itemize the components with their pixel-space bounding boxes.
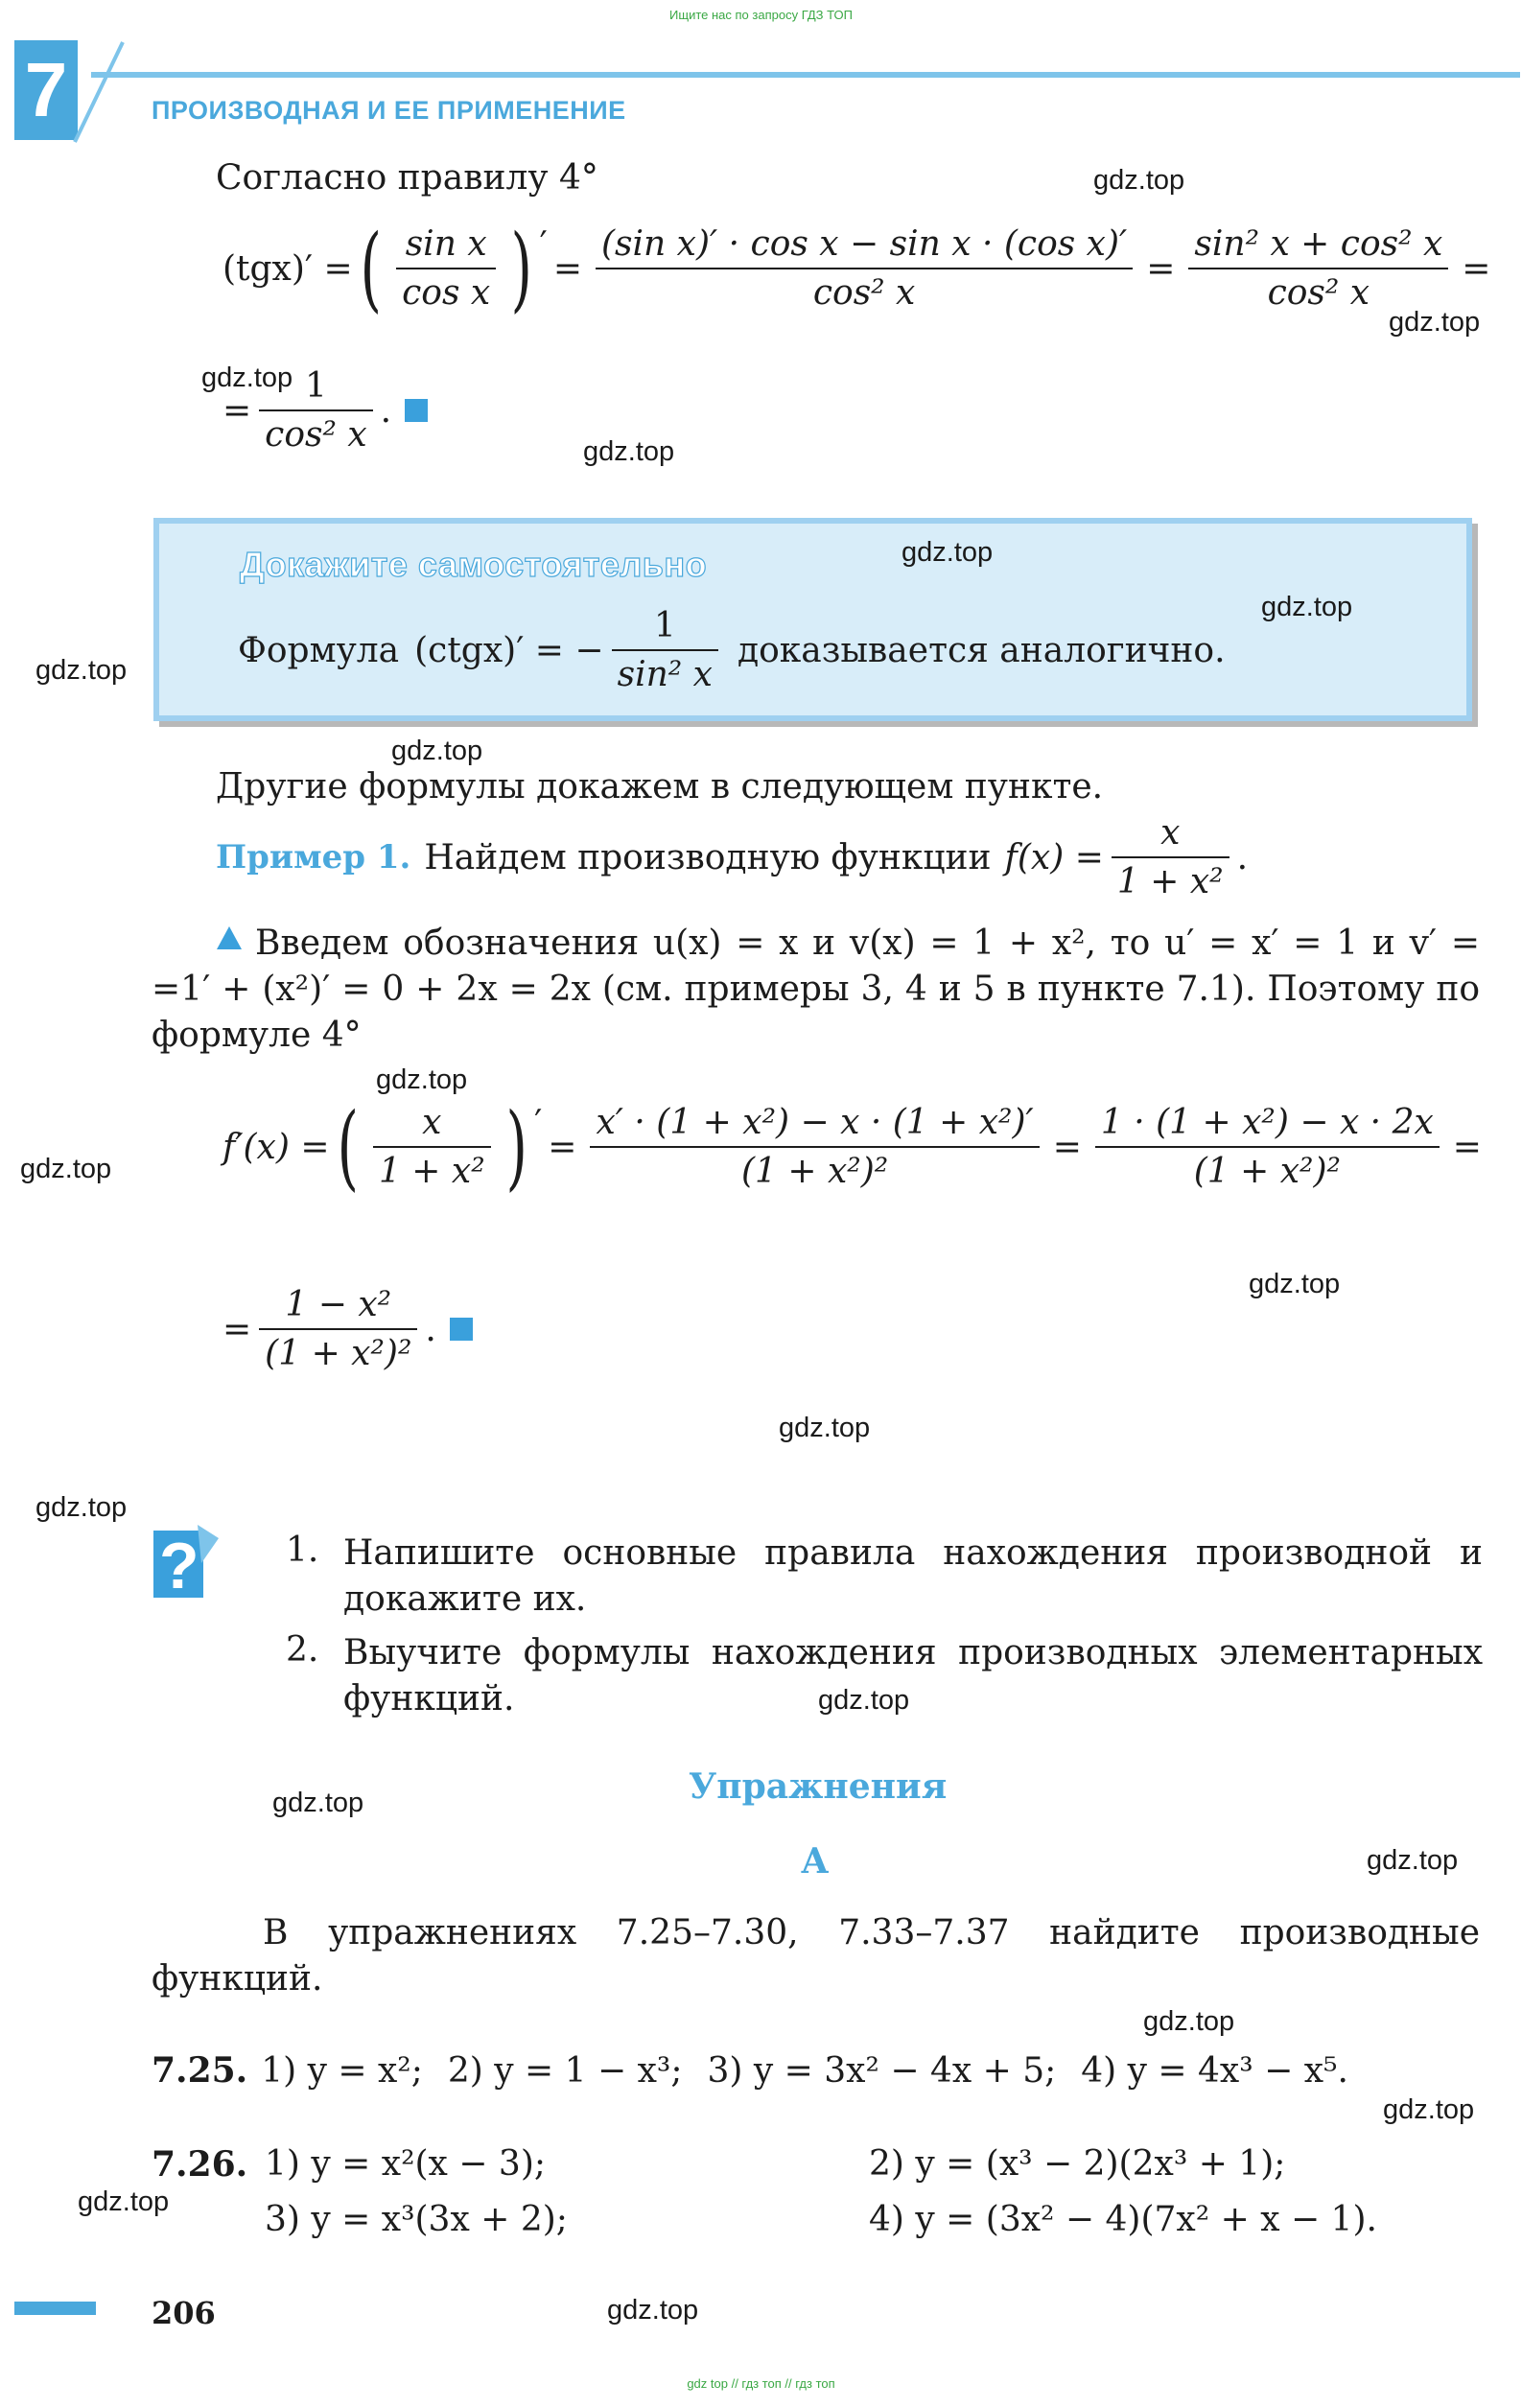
- bottom-note: gdz top // гдз топ // гдз топ: [687, 2376, 835, 2391]
- exercise-7-25: 7.25. 1) y = x²; 2) y = 1 − x³; 3) y = 3x² − 4x + 5; 4) y = 4x³ − x⁵.: [152, 2050, 1348, 2091]
- exercises-title: Упражнения: [689, 1766, 948, 1807]
- tg-formula: (tgx)′ = ( $\frac{\text{sin x}}{\text{cos x}}$ ) ′ = $\frac{\text{(sin x)′ · cos x − sin x · (cos x)′}}{\text{cos² x}}$ = $\frac{\text{sin² x + cos² x}}{\text{cos² x}}$ =: [222, 215, 1491, 322]
- rule-intro: Согласно правилу 4°: [216, 158, 598, 198]
- watermark: gdz.top: [583, 436, 675, 467]
- end-proof-square: [405, 399, 428, 422]
- tg-frac-3: $\frac{\text{sin² x + cos² x}}{\text{cos² x}}$: [1188, 224, 1448, 313]
- watermark: gdz.top: [1389, 307, 1481, 338]
- tg-formula-cont: = $\frac{1}{\text{cos² x}}$ .: [222, 366, 428, 455]
- deriv-formula: f′(x) = ( $\frac{x}{\text{1 + x²}}$ ) ′ = $\frac{\text{x′ · (1 + x²) − x · (1 + x²)′}}{\text{(1 + x²)²}}$ = $\frac{\text{1 · (1 + x²) − x · 2x}}{\text{(1 + x²)²}}$ =: [222, 1093, 1482, 1201]
- watermark: gdz.top: [1367, 1845, 1459, 1876]
- chapter-title: ПРОИЗВОДНАЯ И ЕЕ ПРИМЕНЕНИЕ: [152, 96, 626, 125]
- svg-text:?: ?: [159, 1530, 199, 1601]
- tg-frac-4: $\frac{1}{\text{cos² x}}$: [259, 366, 373, 455]
- watermark: gdz.top: [20, 1154, 112, 1184]
- exercises-level: А: [801, 1841, 830, 1882]
- tg-frac-2: $\frac{\text{(sin x)′ · cos x − sin x · (cos x)′}}{\text{cos² x}}$: [596, 224, 1133, 313]
- chapter-slash-icon: [67, 40, 125, 146]
- example-1: Пример 1. Найдем производную функции f(x) = $\frac{x}{\text{1 + x²}}$ .: [216, 813, 1249, 901]
- watermark: gdz.top: [35, 1492, 128, 1523]
- watermark: gdz.top: [1261, 592, 1353, 622]
- tg-lhs: (tgx)′ =: [222, 248, 353, 289]
- tg-frac-1: $\frac{\text{sin x}}{\text{cos x}}$: [396, 224, 496, 313]
- example-label: Пример 1.: [216, 838, 411, 877]
- watermark: gdz.top: [818, 1685, 910, 1716]
- exercises-intro: В упражнениях 7.25–7.30, 7.33–7.37 найдите производные функций.: [152, 1913, 1480, 1999]
- header-bar: [91, 72, 1520, 78]
- page-number: 206: [152, 2295, 216, 2331]
- watermark: gdz.top: [78, 2186, 170, 2217]
- question-icon: [153, 1525, 219, 1601]
- solution-text: Введем обозначения u(x) = x и v(x) = 1 + x², то u′ = x′ = 1 и v′ = =1′ + (x²)′ = 0 + 2x = 2x (см. примеры 3, 4 и 5 в пункте 7.1). Поэтому по формуле 4°: [152, 923, 1480, 1055]
- watermark: gdz.top: [35, 655, 128, 686]
- exercise-7-26: 7.26. 1) y = x²(x − 3); 2) y = (x³ − 2)(2x³ + 1); 3) y = x³(3x + 2); 4) y = (3x² − 4)(7x² + x − 1).: [152, 2144, 1377, 2239]
- watermark: gdz.top: [1249, 1269, 1341, 1299]
- question-item: 1. Напишите основные правила нахождения производной и докажите их.: [286, 1531, 1483, 1619]
- watermark: gdz.top: [201, 362, 293, 393]
- deriv-formula-cont: = $\frac{\text{1 − x²}}{\text{(1 + x²)²}}$ .: [222, 1285, 473, 1373]
- top-note: Ищите нас по запросу ГДЗ ТОП: [669, 8, 853, 22]
- other-formulas: Другие формулы докажем в следующем пункте.: [216, 767, 1104, 807]
- end-proof-square: [450, 1318, 473, 1341]
- chapter-number: 7: [14, 40, 78, 140]
- watermark: gdz.top: [272, 1788, 364, 1818]
- footer-bar: [14, 2302, 96, 2315]
- watermark: gdz.top: [779, 1413, 871, 1443]
- watermark: gdz.top: [391, 736, 483, 766]
- prove-box-title: Докажите самостоятельно: [240, 545, 708, 584]
- prove-box-text: Формула (ctgx)′ = − $\frac{1}{\text{sin² x}}$ доказывается аналогично.: [238, 606, 1226, 694]
- watermark: gdz.top: [376, 1064, 468, 1095]
- question-item: 2. Выучите формулы нахождения производных элементарных функций.: [286, 1630, 1483, 1718]
- watermark: gdz.top: [607, 2295, 699, 2326]
- watermark: gdz.top: [1383, 2094, 1475, 2125]
- watermark: gdz.top: [901, 537, 994, 568]
- watermark: gdz.top: [1093, 165, 1185, 196]
- watermark: gdz.top: [1143, 2006, 1235, 2037]
